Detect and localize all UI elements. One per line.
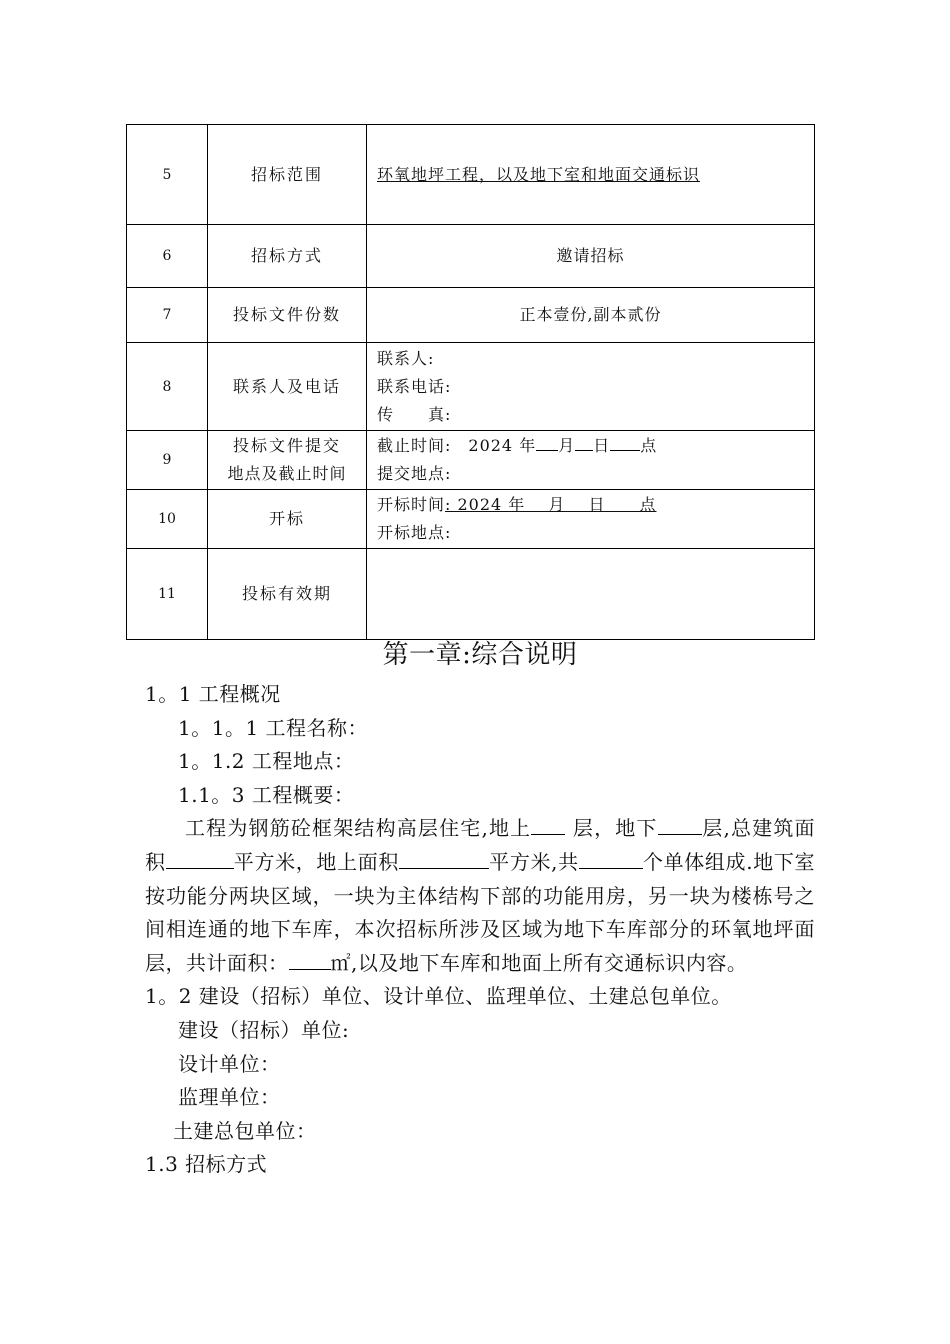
subsection-heading: 1。1。1 工程名称： (178, 715, 369, 740)
chapter-title: 第一章:综合说明 (382, 640, 578, 670)
row-number: 6 (127, 225, 208, 288)
para-text: 个单体组成.地下室按功能分两块区域，一块为主体结构下部的功能用房，另一块为楼栋号之间相连通的地下车库，本次招标所涉及区域为地下车库部分的环氧地坪面层，共计面积： (145, 849, 816, 975)
row-value (367, 125, 815, 225)
section-heading: 1。1 工程概况 (145, 682, 281, 706)
table-row (127, 549, 815, 640)
scope-text: 环氧地坪工程，以及地下室和地面交通标识 (377, 164, 701, 184)
para-text: 平方米,共 (489, 849, 579, 874)
unit-line: 建设（招标）单位: (178, 1017, 350, 1042)
contact-person-label: 联系人: (377, 348, 435, 368)
unit-line: 设计单位： (178, 1051, 281, 1076)
row-number: 9 (127, 431, 208, 490)
table-row (127, 125, 815, 225)
subsection-heading: 1。1.2 工程地点： (178, 749, 355, 774)
table-row (127, 225, 815, 288)
row-number: 8 (127, 343, 208, 431)
row-number: 7 (127, 288, 208, 343)
row-number: 5 (127, 125, 208, 225)
month-label: 月 (558, 436, 576, 455)
open-place-label: 开标地点: (377, 523, 452, 542)
para-text: 平方米，地上面积 (233, 849, 400, 874)
para-text: 层,总建筑面积 (145, 816, 816, 874)
subsection-heading: 1.1。3 工程概要： (178, 782, 355, 807)
fill-blank (658, 816, 702, 835)
unit-line: 土建总包单位： (173, 1118, 317, 1143)
para-text: 层，地下 (565, 816, 658, 841)
row-item: 招标范围 (208, 125, 367, 225)
row-value: 正本壹份,副本贰份 (367, 288, 815, 343)
row-item: 招标方式 (208, 225, 367, 288)
table-row (127, 490, 815, 549)
row-item: 投标文件份数 (208, 288, 367, 343)
day-label: 日 (593, 436, 611, 455)
open-time-value: : 2024 年 月 日 点 (445, 495, 657, 514)
deadline-line (377, 432, 804, 460)
table-row (127, 288, 815, 343)
month-blank (536, 432, 558, 451)
overview-paragraph (145, 812, 815, 980)
fill-blank (289, 951, 331, 970)
submit-place-label: 提交地点: (377, 464, 452, 483)
open-time-label: 开标时间 (377, 495, 446, 514)
row-value (367, 431, 815, 490)
fill-blank (531, 816, 565, 835)
fax-label: 传 真: (377, 404, 452, 424)
fill-blank (399, 850, 489, 869)
open-time-line (377, 491, 804, 519)
document-body (145, 640, 815, 1182)
row-number: 11 (127, 549, 208, 640)
row-item: 投标有效期 (208, 549, 367, 640)
contact-phone-label: 联系电话: (377, 376, 452, 396)
table-row (127, 431, 815, 490)
row-item: 联系人及电话 (208, 343, 367, 431)
row-item-line: 投标文件提交 (232, 436, 341, 455)
row-value: 邀请招标 (367, 225, 815, 288)
row-item (208, 431, 367, 490)
hour-label: 点 (640, 436, 658, 455)
fill-blank (166, 850, 234, 869)
row-value (367, 343, 815, 431)
unit-line: 监理单位： (178, 1085, 281, 1110)
row-item-line: 地点及截止时间 (227, 464, 347, 483)
row-item: 开标 (208, 490, 367, 549)
bid-info-table (126, 124, 815, 640)
row-value (367, 490, 815, 549)
section-heading: 1。2 建设（招标）单位、设计单位、监理单位、土建总包单位。 (145, 984, 732, 1009)
day-blank (575, 432, 593, 451)
table-row (127, 343, 815, 431)
section-heading: 1.3 招标方式 (145, 1152, 268, 1177)
para-text: ㎡,以及地下车库和地面上所有交通标识内容。 (330, 950, 748, 975)
hour-blank (610, 432, 640, 451)
row-value (367, 549, 815, 640)
deadline-label: 截止时间: 2024 年 (377, 436, 537, 455)
row-number: 10 (127, 490, 208, 549)
para-text: 工程为钢筋砼框架结构高层住宅,地上 (185, 816, 532, 841)
fill-blank (579, 850, 643, 869)
